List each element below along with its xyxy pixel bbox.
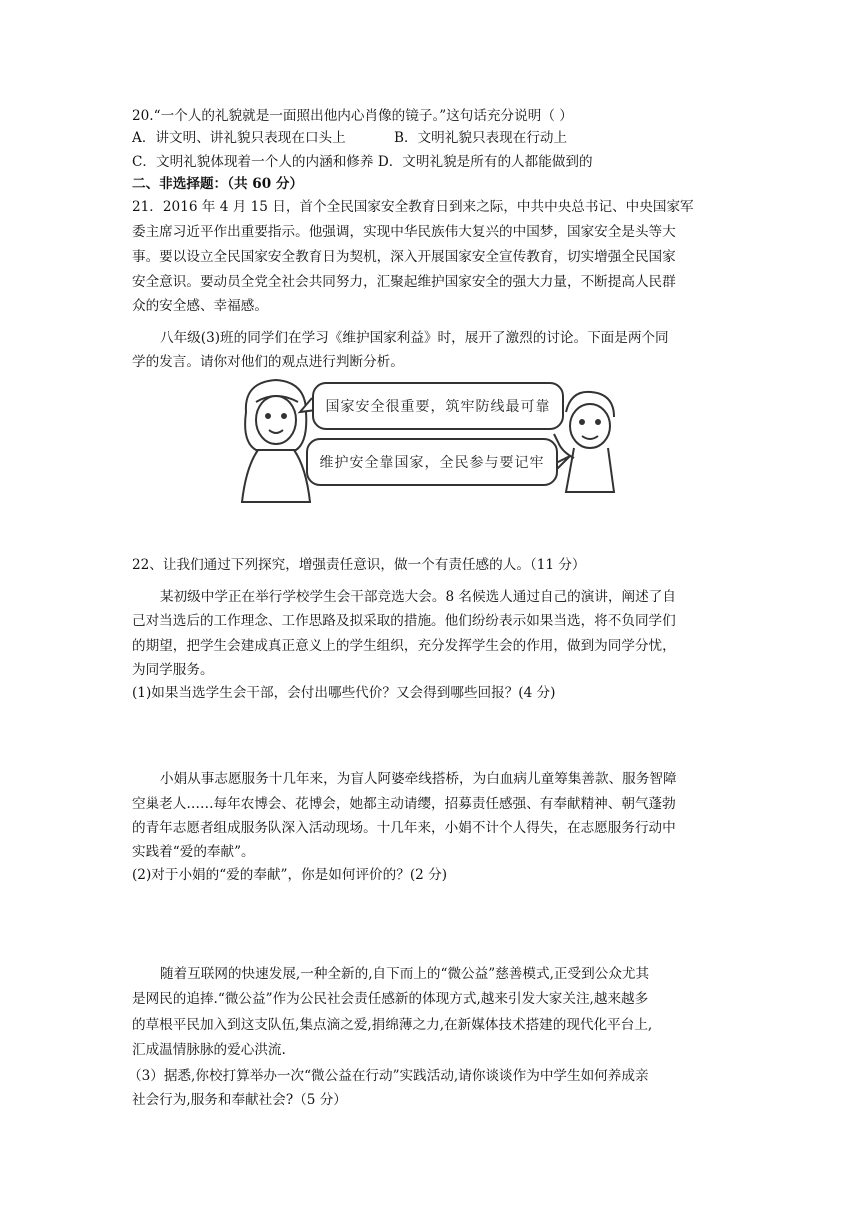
q22-material3-line: 汇成温情脉脉的爱心洪流. <box>132 1042 286 1058</box>
q20-option-c-d: C．文明礼貌体现着一个人的内涵和修养 D．文明礼貌是所有的人都能做到的 <box>132 154 593 170</box>
q22-subquestion-1: (1)如果当选学生会干部，会付出哪些代价？又会得到哪些回报？(4 分) <box>132 685 556 701</box>
discussion-illustration <box>236 372 621 507</box>
q21-line: 委主席习近平作出重要指示。他强调，实现中华民族伟大复兴的中国梦，国家安全是头等大 <box>132 224 676 240</box>
q20-stem: 20.“一个人的礼貌就是一面照出他内心肖像的镜子。”这句话充分说明（ ） <box>132 108 573 124</box>
q22-material3-line: 的草根平民加入到这支队伍,集点滴之爱,捐绵薄之力,在新媒体技术搭建的现代化平台上, <box>132 1017 653 1033</box>
q21-line: 事。要以设立全民国家安全教育日为契机，深入开展国家安全宣传教育，切实增强全民国家 <box>132 249 676 265</box>
q22-subquestion-3: （3）据悉,你校打算举办一次“微公益在行动”实践活动,请你谈谈作为中学生如何养成亲 <box>128 1068 649 1084</box>
q22-material3-line: 随着互联网的快速发展,一种全新的,自下而上的“微公益”慈善模式,正受到公众尤其 <box>160 966 650 982</box>
q20-option-b: B．文明礼貌只表现在行动上 <box>394 130 568 146</box>
q21-line: 众的安全感、幸福感。 <box>132 298 268 314</box>
q22-material2-line: 空巢老人……每年农博会、花博会，她都主动请缨，招募责任感强、有奉献精神、朝气蓬勃 <box>132 796 676 812</box>
q22-subquestion-2: (2)对于小娟的“爱的奉献”，你是如何评价的？(2 分) <box>132 867 448 883</box>
q21-para2-line: 学的发言。请你对他们的观点进行判断分析。 <box>132 354 404 370</box>
q21-line: 21．2016 年 4 月 15 日，首个全民国家安全教育日到来之际，中共中央总书记、中央国家军 <box>132 199 694 215</box>
q22-material3-line: 是网民的追捧.“微公益”作为公民社会责任感新的体现方式,越来引发大家关注,越来越多 <box>132 991 649 1007</box>
speech-bubble-top: 国家安全很重要，筑牢防线最可靠 <box>312 382 564 430</box>
q21-line: 安全意识。要动员全党全社会共同努力，汇聚起维护国家安全的强大力量，不断提高人民群 <box>132 274 676 290</box>
q22-subquestion-3: 社会行为,服务和奉献社会?（5 分） <box>132 1092 347 1108</box>
q22-material1-line: 为同学服务。 <box>132 662 214 678</box>
q22-stem: 22、让我们通过下列探究，增强责任意识，做一个有责任感的人。（11 分） <box>132 557 586 573</box>
speech-bubble-bottom: 维护安全靠国家，全民参与要记牢 <box>306 438 558 486</box>
q22-material2-line: 实践着“爱的奉献”。 <box>132 844 255 860</box>
q22-material2-line: 小娟从事志愿服务十几年来，为盲人阿婆牵线搭桥，为白血病儿童筹集善款、服务智障 <box>160 771 677 787</box>
q22-material1-line: 的期望，把学生会建成真正意义上的学生组织，充分发挥学生会的作用，做到为同学分忧， <box>132 638 676 654</box>
q20-option-a: A．讲文明、讲礼貌只表现在口头上 <box>132 130 346 146</box>
q22-material1-line: 某初级中学正在举行学校学生会干部竞选大会。8 名候选人通过自己的演讲，阐述了自 <box>160 589 676 605</box>
section-heading: 二、非选择题：（共 60 分） <box>132 176 304 192</box>
q22-material2-line: 的青年志愿者组成服务队深入活动现场。十几年来，小娟不计个人得失，在志愿服务行动中 <box>132 820 676 836</box>
q21-para2-line: 八年级(3)班的同学们在学习《维护国家利益》时，展开了激烈的讨论。下面是两个同 <box>160 330 669 346</box>
q22-material1-line: 己对当选后的工作理念、工作思路及拟采取的措施。他们纷纷表示如果当选，将不负同学们 <box>132 613 676 629</box>
